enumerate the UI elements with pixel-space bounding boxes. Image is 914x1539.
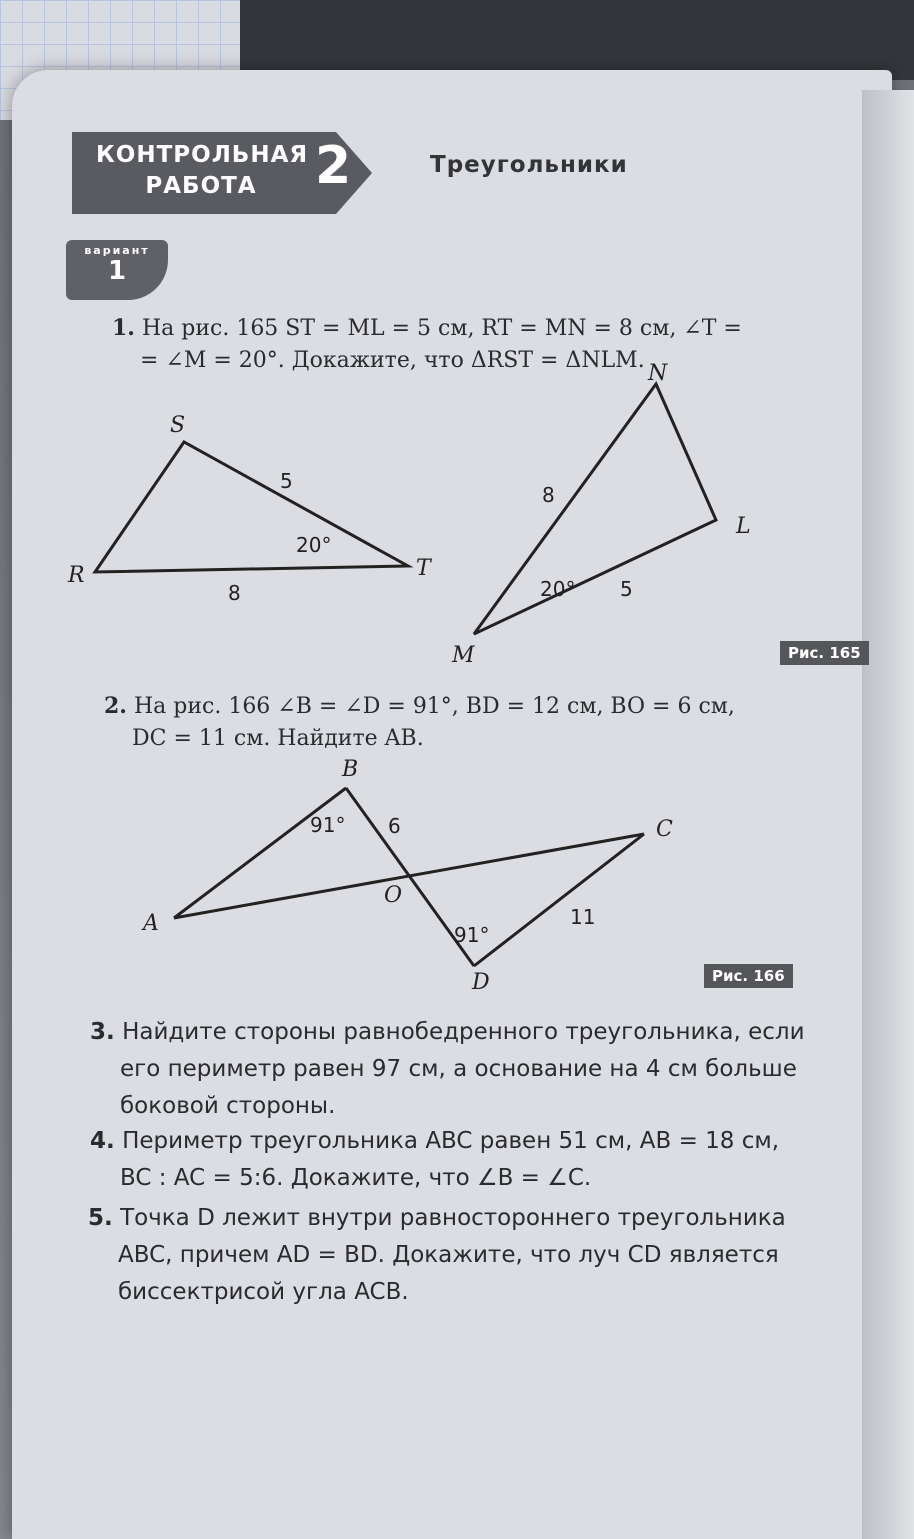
- problem-5: [88, 1200, 902, 1311]
- header-topic: Треугольники: [430, 152, 628, 178]
- problem-1-line2: = ∠M = 20°. Докажите, что ΔRST = ΔNLM.: [140, 348, 645, 373]
- label-dc: 11: [570, 905, 596, 929]
- problem-4-line2: BC : AC = 5:6. Докажите, что ∠B = ∠C.: [120, 1165, 592, 1191]
- figure-166-caption: Рис. 166: [704, 964, 793, 988]
- variant-number: 1: [107, 256, 127, 286]
- problem-5-line3: биссектрисой угла ACB.: [118, 1279, 409, 1305]
- problem-4-line1: Периметр треугольника ABC равен 51 см, AB = 18 см,: [122, 1128, 780, 1154]
- vertex-m: M: [452, 643, 475, 668]
- label-angle-b: 91°: [310, 813, 346, 837]
- vertex-r: R: [68, 563, 85, 588]
- problem-5-line2: ABC, причем AD = BD. Докажите, что луч CD является: [118, 1242, 779, 1268]
- label-rt: 8: [228, 581, 241, 605]
- problem-5-number: 5.: [88, 1205, 113, 1231]
- vertex-n: N: [648, 361, 668, 386]
- vertex-l: L: [736, 514, 751, 539]
- problem-4-number: 4.: [90, 1128, 115, 1154]
- problem-3-number: 3.: [90, 1019, 115, 1045]
- problem-4: [90, 1123, 900, 1197]
- label-ml: 5: [620, 577, 633, 601]
- problem-3: [90, 1014, 890, 1125]
- label-angle-t: 20°: [296, 533, 332, 557]
- vertex-s: S: [170, 413, 186, 438]
- label-angle-m: 20°: [540, 577, 576, 601]
- segment-dc: [474, 834, 644, 966]
- problem-1-number: 1.: [112, 315, 135, 341]
- problem-2-line2: DC = 11 см. Найдите AB.: [132, 726, 424, 751]
- vertex-a: A: [143, 911, 159, 936]
- figure-165-caption: Рис. 165: [780, 641, 869, 665]
- label-mn: 8: [542, 483, 555, 507]
- problem-1-line1: На рис. 165 ST = ML = 5 см, RT = MN = 8 см, ∠T =: [141, 316, 742, 341]
- label-st: 5: [280, 469, 293, 493]
- problem-3-line1: Найдите стороны равнобедренного треугольника, если: [122, 1019, 805, 1045]
- problem-5-line1: Точка D лежит внутри равностороннего треугольника: [120, 1205, 786, 1231]
- label-bo: 6: [388, 814, 401, 838]
- problem-2-line1: На рис. 166 ∠B = ∠D = 91°, BD = 12 см, BO = 6 см,: [133, 694, 735, 719]
- vertex-b: B: [342, 757, 359, 782]
- problem-3-line2: его периметр равен 97 см, а основание на 4 см больше: [120, 1056, 797, 1082]
- header-number: 2: [315, 136, 352, 196]
- header-title-line1: КОНТРОЛЬНАЯ: [96, 142, 309, 168]
- vertex-t: T: [416, 556, 431, 581]
- problem-2-number: 2.: [104, 693, 127, 719]
- vertex-d: D: [472, 970, 490, 995]
- segment-ab: [174, 788, 346, 918]
- variant-label: вариант: [84, 244, 150, 257]
- label-angle-d: 91°: [454, 923, 490, 947]
- vertex-c: C: [656, 817, 673, 842]
- vertex-o: O: [384, 883, 403, 908]
- problem-3-line3: боковой стороны.: [120, 1093, 336, 1119]
- header-title-line2: РАБОТА: [145, 173, 257, 199]
